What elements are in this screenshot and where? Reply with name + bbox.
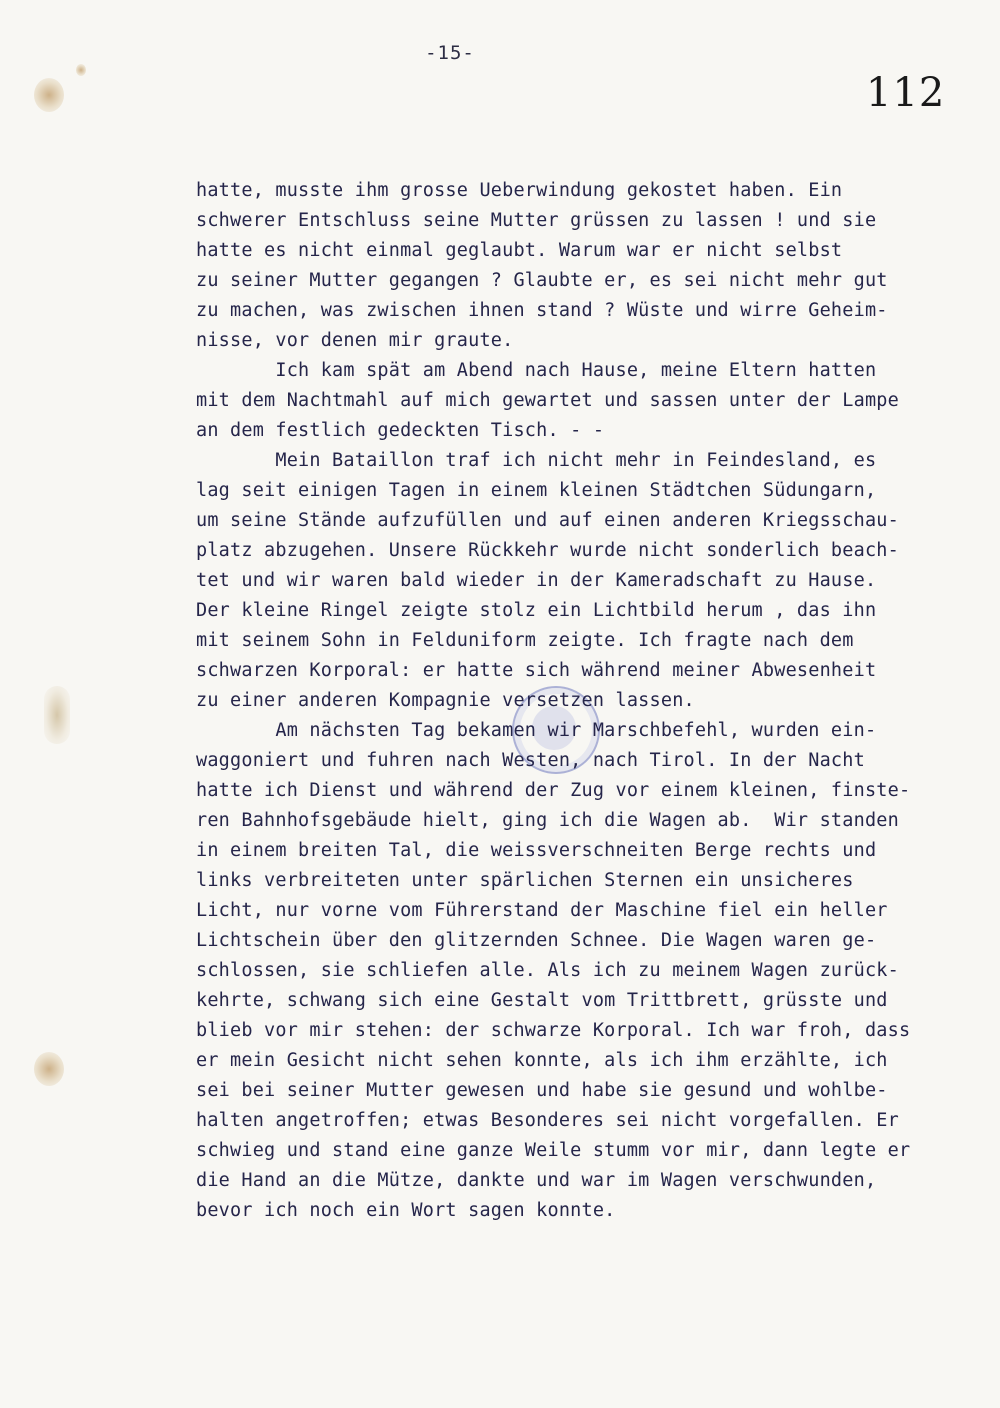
- punch-hole: [44, 686, 70, 744]
- typewritten-body: [196, 176, 986, 1226]
- text-line: hatte es nicht einmal geglaubt. Warum war er nicht selbst: [196, 240, 843, 261]
- folio-number: 112: [866, 70, 946, 116]
- text-line: hatte, musste ihm grosse Ueberwindung gekostet haben. Ein: [196, 180, 843, 201]
- text-line: hatte ich Dienst und während der Zug vor einem kleinen, finste-: [196, 780, 911, 801]
- text-line: Lichtschein über den glitzernden Schnee. Die Wagen waren ge-: [196, 930, 877, 951]
- text-line: schlossen, sie schliefen alle. Als ich zu meinem Wagen zurück-: [196, 960, 899, 981]
- text-line: bevor ich noch ein Wort sagen konnte.: [196, 1200, 616, 1221]
- text-line: Der kleine Ringel zeigte stolz ein Lichtbild herum , das ihn: [196, 600, 877, 621]
- stain-top-left: [34, 78, 64, 112]
- text-line: zu machen, was zwischen ihnen stand ? Wüste und wirre Geheim-: [196, 300, 888, 321]
- text-line: schwieg und stand eine ganze Weile stumm vor mir, dann legte er: [196, 1140, 911, 1161]
- text-line: Am nächsten Tag bekamen wir Marschbefehl, wurden ein-: [196, 720, 877, 741]
- text-line: platz abzugehen. Unsere Rückkehr wurde nicht sonderlich beach-: [196, 540, 899, 561]
- text-line: kehrte, schwang sich eine Gestalt vom Trittbrett, grüsste und: [196, 990, 888, 1011]
- text-line: die Hand an die Mütze, dankte und war im Wagen verschwunden,: [196, 1170, 877, 1191]
- text-line: Mein Bataillon traf ich nicht mehr in Feindesland, es: [196, 450, 877, 471]
- stain-mid-left: [34, 1052, 64, 1086]
- text-line: zu einer anderen Kompagnie versetzen lassen.: [196, 690, 695, 711]
- text-line: nisse, vor denen mir graute.: [196, 330, 514, 351]
- text-line: ren Bahnhofsgebäude hielt, ging ich die Wagen ab. Wir standen: [196, 810, 899, 831]
- text-line: Licht, nur vorne vom Führerstand der Maschine fiel ein heller: [196, 900, 888, 921]
- text-line: tet und wir waren bald wieder in der Kameradschaft zu Hause.: [196, 570, 877, 591]
- text-line: mit seinem Sohn in Felduniform zeigte. Ich fragte nach dem: [196, 630, 854, 651]
- text-line: halten angetroffen; etwas Besonderes sei nicht vorgefallen. Er: [196, 1110, 899, 1131]
- text-line: lag seit einigen Tagen in einem kleinen Städtchen Südungarn,: [196, 480, 877, 501]
- text-line: sei bei seiner Mutter gewesen und habe sie gesund und wohlbe-: [196, 1080, 888, 1101]
- text-line: waggoniert und fuhren nach Westen, nach Tirol. In der Nacht: [196, 750, 865, 771]
- text-line: blieb vor mir stehen: der schwarze Korporal. Ich war froh, dass: [196, 1020, 911, 1041]
- text-line: um seine Stände aufzufüllen und auf einen anderen Kriegsschau-: [196, 510, 899, 531]
- stain-top-edge: [76, 64, 86, 76]
- text-line: links verbreiteten unter spärlichen Sternen ein unsicheres: [196, 870, 854, 891]
- page-number: -15-: [425, 42, 475, 64]
- text-line: mit dem Nachtmahl auf mich gewartet und sassen unter der Lampe: [196, 390, 899, 411]
- text-line: schwarzen Korporal: er hatte sich während meiner Abwesenheit: [196, 660, 877, 681]
- text-line: Ich kam spät am Abend nach Hause, meine Eltern hatten: [196, 360, 877, 381]
- text-line: an dem festlich gedeckten Tisch. - -: [196, 420, 605, 441]
- text-line: schwerer Entschluss seine Mutter grüssen zu lassen ! und sie: [196, 210, 877, 231]
- text-line: in einem breiten Tal, die weissverschneiten Berge rechts und: [196, 840, 877, 861]
- text-line: zu seiner Mutter gegangen ? Glaubte er, es sei nicht mehr gut: [196, 270, 888, 291]
- text-line: er mein Gesicht nicht sehen konnte, als ich ihm erzählte, ich: [196, 1050, 888, 1071]
